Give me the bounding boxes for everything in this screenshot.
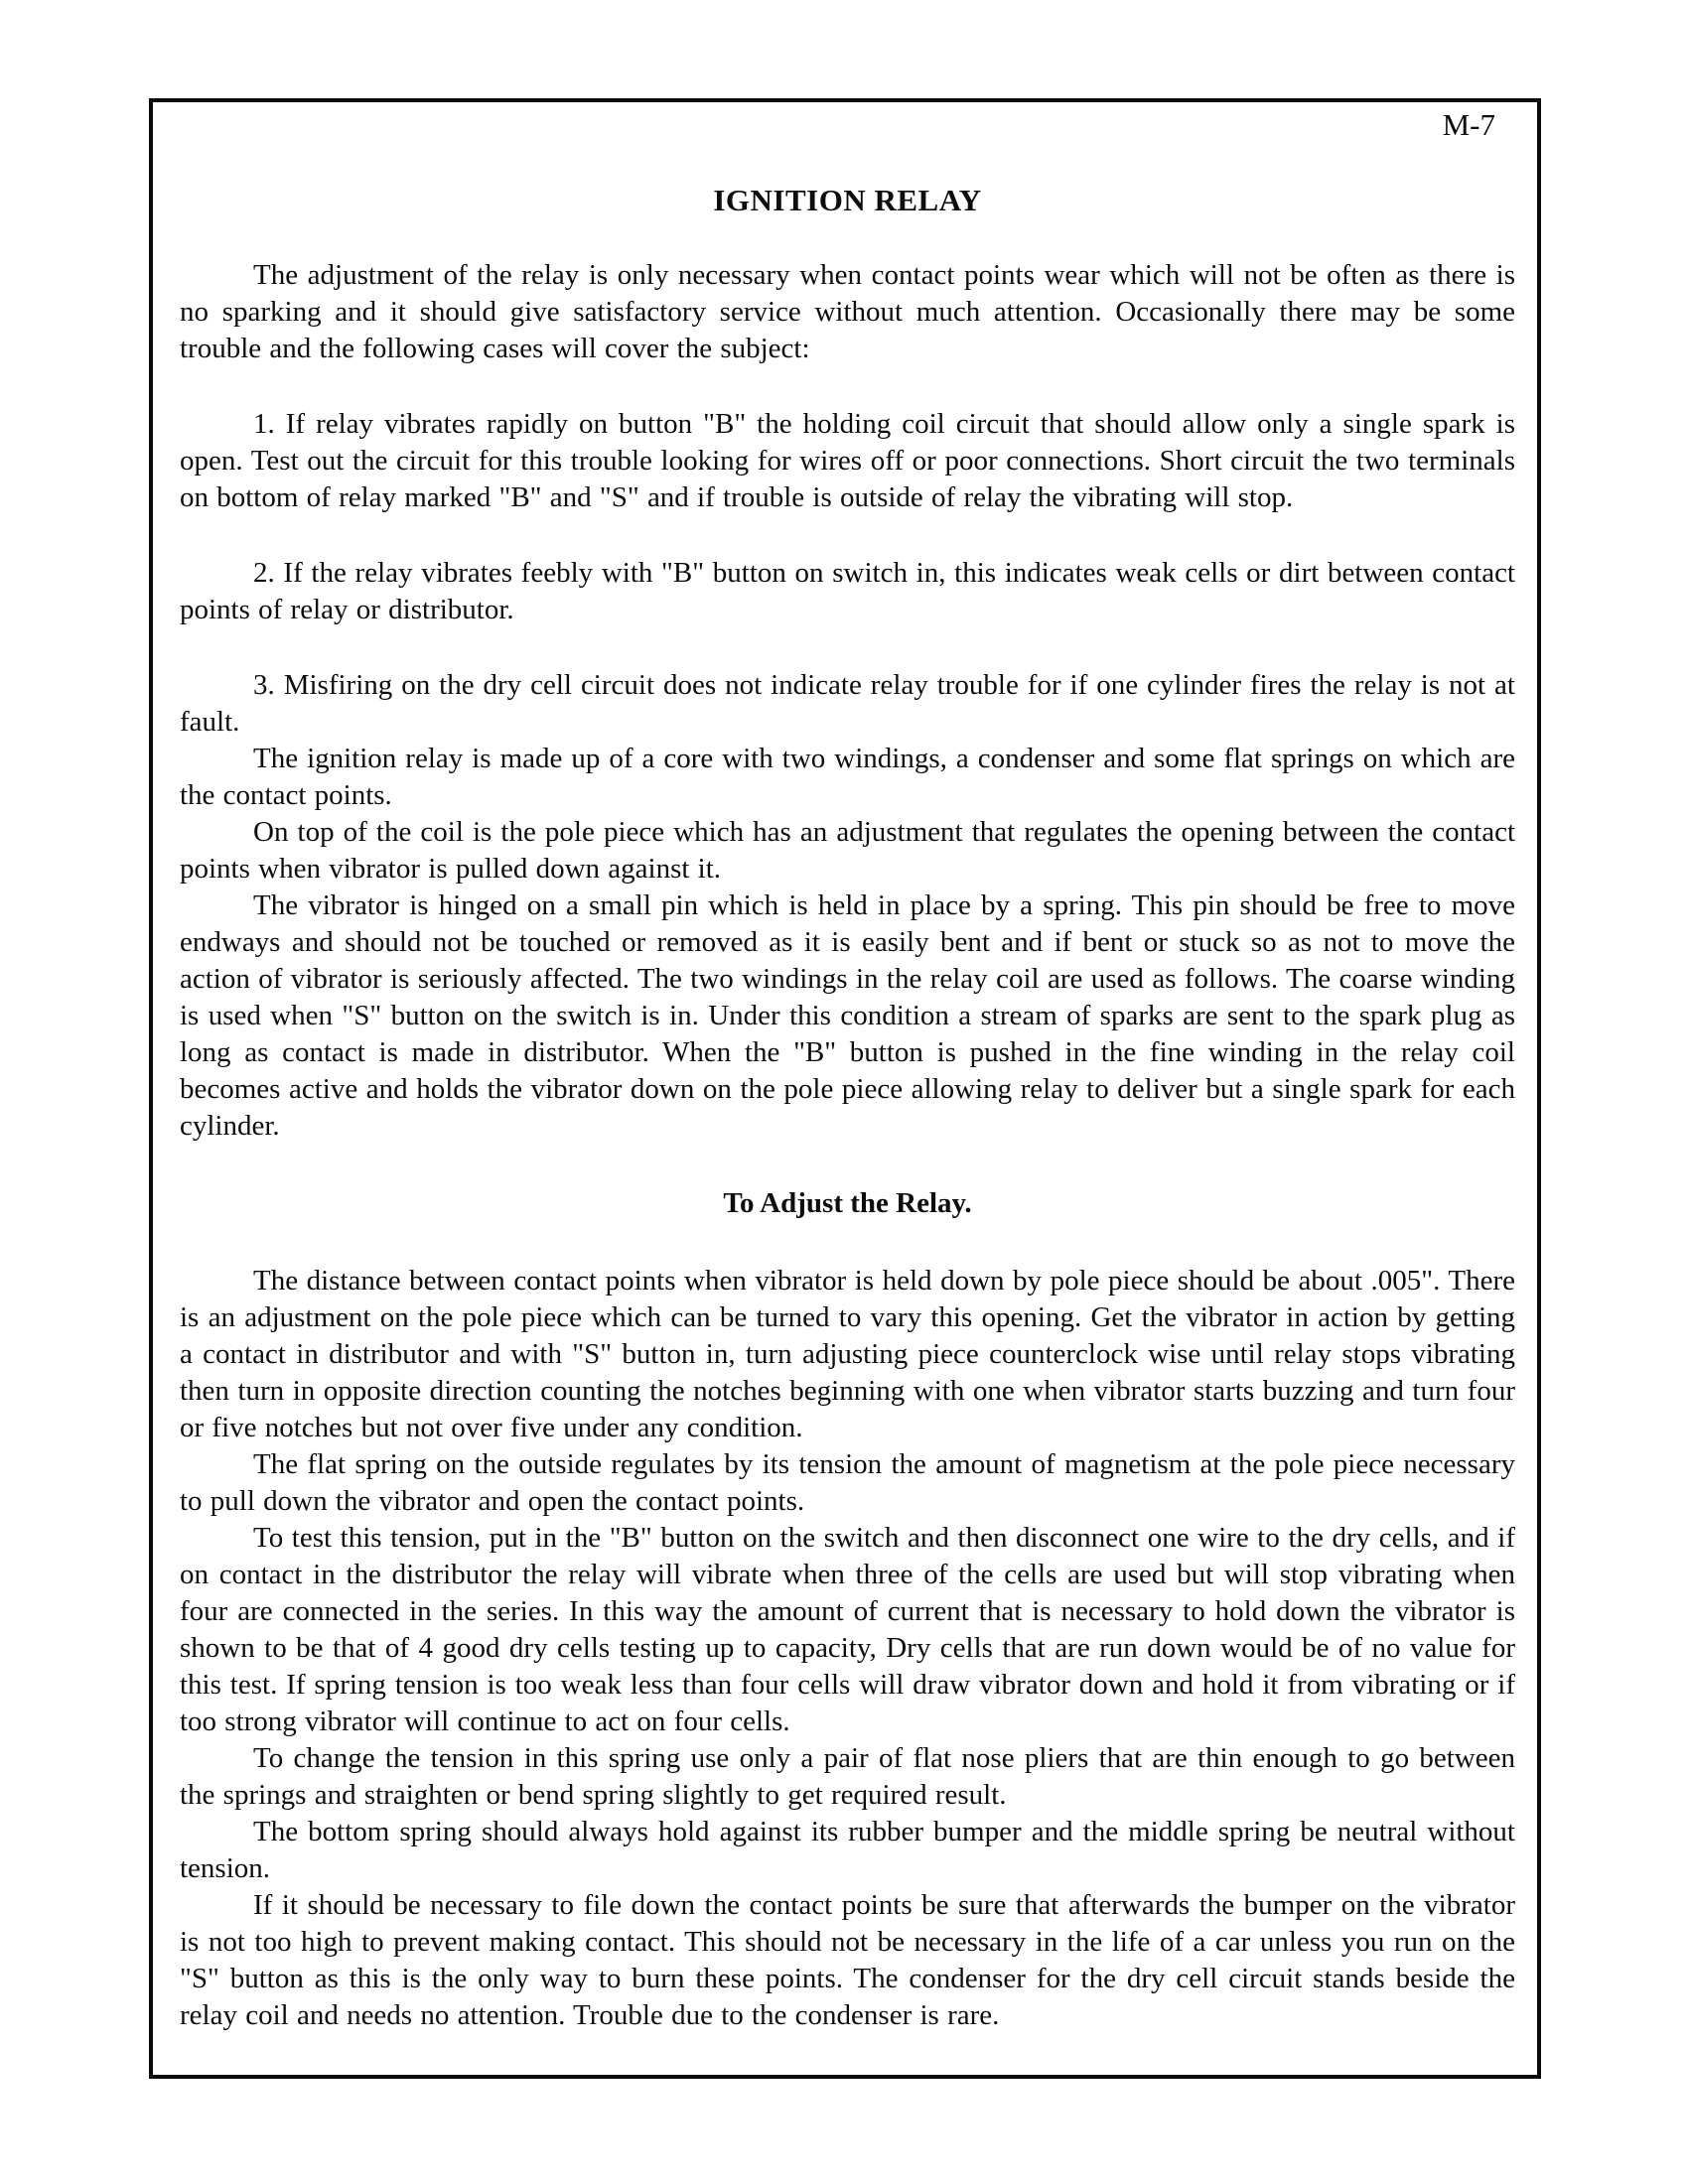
- paragraph-contact-distance: The distance between contact points when vibrator is held down by pole piece should be about .005". There is an adjustment on the pole piece which can be turned to vary this opening. Get the vibrator in action by getting a contact in distributor and with "S" button in, turn adjusting piece counterclock wise until relay stops vibrating then turn in opposite direction counting the notches beginning with one when vibrator starts buzzing and turn four or five notches but not over five under any condition.: [180, 1265, 1515, 1443]
- paragraph-test-tension: To test this tension, put in the "B" button on the switch and then disconnect one wire to the dry cells, and if on contact in the distributor the relay will vibrate when three of the cells are used but will stop vibrating when four are connected in the series. In this way the amount of current that is necessary to hold down the vibrator is shown to be that of 4 good dry cells testing up to capacity, Dry cells that are run down would be of no value for this test. If spring tension is too weak less than four cells will draw vibrator down and hold it from vibrating or if too strong vibrator will continue to act on four cells.: [180, 1522, 1515, 1737]
- paragraph-vibrator: The vibrator is hinged on a small pin which is held in place by a spring. This pin should be free to move endways and should not be touched or removed as it is easily bent and if bent or stuck so as not to move the action of vibrator is seriously affected. The two windings in the relay coil are used as follows. The coarse winding is used when "S" button on the switch is in. Under this condition a stream of sparks are sent to the spark plug as long as contact is made in distributor. When the "B" button is pushed in the fine winding in the relay coil becomes active and holds the vibrator down on the pole piece allowing relay to deliver but a single spark for each cylinder.: [180, 889, 1515, 1142]
- section-heading-adjust-relay: To Adjust the Relay.: [723, 1187, 972, 1219]
- paragraph-relay-construction: The ignition relay is made up of a core with two windings, a condenser and some flat springs on which are the contact points.: [180, 743, 1515, 811]
- page-border-frame: [149, 98, 1541, 2079]
- paragraph-file-contact-points: If it should be necessary to file down the contact points be sure that afterwards the bumper on the vibrator is not too high to prevent making contact. This should not be necessary in the life of a car unless you run on the "S" button as this is the only way to burn these points. The condenser for the dry cell circuit stands beside the relay coil and needs no attention. Trouble due to the condenser is rare.: [180, 1889, 1515, 2031]
- paragraph-pole-piece: On top of the coil is the pole piece which has an adjustment that regulates the opening between the contact points when vibrator is pulled down against it.: [180, 816, 1515, 885]
- paragraph-bottom-spring: The bottom spring should always hold against its rubber bumper and the middle spring be neutral without tension.: [180, 1816, 1515, 1884]
- document-title: IGNITION RELAY: [713, 183, 982, 217]
- paragraph-case-3: 3. Misfiring on the dry cell circuit does not indicate relay trouble for if one cylinder fires the relay is not at fault.: [180, 669, 1515, 738]
- page-number: M-7: [1442, 107, 1495, 142]
- paragraph-intro: The adjustment of the relay is only necessary when contact points wear which will not be often as there is no sparking and it should give satisfactory service without much attention. Occasionally there may be some trouble and the following cases will cover the subject:: [180, 259, 1515, 364]
- paragraph-case-1: 1. If relay vibrates rapidly on button "B" the holding coil circuit that should allow only a single spark is open. Test out the circuit for this trouble looking for wires off or poor connections. Short circuit the two terminals on bottom of relay marked "B" and "S" and if trouble is outside of relay the vibrating will stop.: [180, 408, 1515, 513]
- paragraph-flat-spring: The flat spring on the outside regulates by its tension the amount of magnetism at the pole piece necessary to pull down the vibrator and open the contact points.: [180, 1448, 1515, 1517]
- document-body: [180, 257, 1515, 2034]
- paragraph-case-2: 2. If the relay vibrates feebly with "B" button on switch in, this indicates weak cells or dirt between contact points of relay or distributor.: [180, 557, 1515, 625]
- paragraph-change-tension: To change the tension in this spring use only a pair of flat nose pliers that are thin enough to go between the springs and straighten or bend spring slightly to get required result.: [180, 1742, 1515, 1811]
